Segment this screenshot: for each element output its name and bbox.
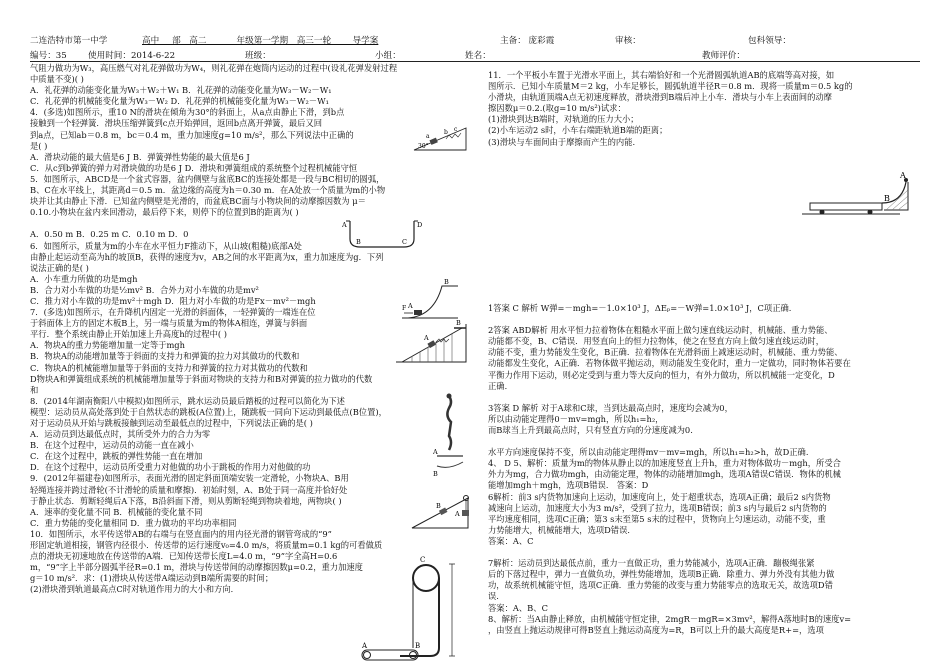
- doc-number: 编号：35: [30, 51, 67, 61]
- left-text-line: B．物块A的动能增加量等于斜面的支持力和弹簧的拉力对其做功的代数和: [30, 351, 300, 362]
- q6-label-f: F: [402, 305, 407, 312]
- left-text-line: A．速率的变化量不同 B．机械能的变化量不同: [30, 506, 203, 517]
- right-text-line: [488, 248, 920, 259]
- q5-figure: [342, 217, 422, 251]
- right-text-line: 动能不变，重力势能发生变化，B正确．拉着物体在光滑斜面上减速运动时，机械能、重力势能、: [488, 347, 843, 358]
- left-text-line: 点的滑块无初速地放在传送带的A端．已知传送带长度L=4.0 m，“9”字全高H=0.6: [30, 551, 338, 562]
- left-text-line: B、C在水平线上，其距离d＝0.5 m．盆边缘的高度为h＝0.30 m．在A处放一个质量为m的小物: [30, 185, 386, 196]
- right-text-line: 答案：A、B、C: [488, 602, 548, 613]
- name-field: 姓名：: [465, 51, 491, 61]
- left-text-line: 由静止起运动至高为h的坡顶B，获得的速度为v，AB之间的水平距离为x，重力加速度为g．下列: [30, 251, 384, 262]
- grade-title: 高中___部__高二_______年级第一学期__高三一轮_____导学案: [142, 36, 379, 46]
- left-text-line: A．0.50 m B．0.25 m C．0.10 m D．0: [30, 229, 189, 240]
- q5-label-b: B: [356, 238, 361, 246]
- left-text-line: 7．(多选)如图所示，在升降机内固定一光滑的斜面体，一轻弹簧的一端连在位: [30, 307, 316, 318]
- left-text-line: A．滑块动能的最大值是6 J B．弹簧弹性势能的最大值是6 J: [30, 151, 250, 162]
- use-date: 使用时间：2014-6-22: [88, 51, 176, 61]
- right-text-line: [488, 547, 920, 558]
- right-text-line: [488, 270, 920, 281]
- left-text-line: C．物块A的机械能增加量等于斜面的支持力和弹簧的拉力对其做功的代数和: [30, 362, 308, 373]
- left-text-line: 块并让其由静止下滑．已知盆内侧壁是光滑的，而盆底BC面与小物块间的动摩擦因数为 μ＝: [30, 196, 366, 207]
- left-text-line: 形固定轨道相接，钢管内径很小．传送带的运行速度v₀=4.0 m/s，将质量m=0.1 kg的可看做质: [30, 540, 383, 551]
- right-text-line: 而B球当上升到最高点时，只有竖直方向的分速度减为0.: [488, 425, 693, 435]
- left-text-line: A．物块A的重力势能增加量一定等于mgh: [30, 340, 185, 351]
- right-text-line: [488, 281, 920, 292]
- q7-figure: [392, 316, 470, 366]
- q6-label-b: B: [444, 278, 449, 286]
- school-name: 二连浩特市第一中学: [30, 36, 108, 46]
- right-text-line: [488, 392, 920, 403]
- right-text-line: (2)小车运动2 s时，小车右端距轨道B端的距离；: [488, 125, 668, 136]
- left-text-line: m，“9”字上半部分圆弧半径R=0.1 m，滑块与传送带间的动摩擦因数μ=0.2，重力加速度: [30, 562, 363, 573]
- left-text-line: g＝10 m/s²．求：(1)滑块从传送带A端运动到B端所需要的时间；: [30, 573, 274, 584]
- page-header: [30, 34, 920, 64]
- right-text-line: 后的下落过程中，弹力一直做负功，弹性势能增加，选项B正确．除重力、弹力外没有其他力做: [488, 569, 835, 580]
- right-text-line: [488, 259, 920, 270]
- right-text-line: 力势能增大，机械能增大，选项D错误．: [488, 524, 636, 535]
- q4-label-c: c: [454, 126, 458, 133]
- right-text-line: 7解析：运动员到达最低点前，重力一直做正功，重力势能减小，选项A正确．蹦极绳张紧: [488, 558, 815, 569]
- right-text-line: (3)滑块与车面间由于摩擦而产生的内能.: [488, 136, 636, 147]
- right-text-line: 动能都发生变化，A正确．若物体做平抛运动，则动能发生变化时，重力一定做功，同时物体若要在: [488, 358, 851, 369]
- class-field: 班级：: [245, 51, 271, 61]
- q4-label-a: a: [426, 133, 430, 140]
- right-text-line: 能增加mgh＋mgh，选项B错误． 答案：D: [488, 480, 649, 491]
- left-text-line: 10．如图所示，水平传送带AB的右端与在竖直面内的用内径光滑的钢管弯成的“9”: [30, 528, 332, 539]
- right-text-line: 图所示．已知小车质量M＝2 kg，小车足够长，圆弧轨道半径R＝0.8 m．现将一质量m＝0.5 kg的: [488, 81, 853, 92]
- left-text-line: B．合力对小车做的功是½mv² B．合外力对小车做的功是mv²: [30, 284, 259, 295]
- q8-figure: [433, 392, 467, 480]
- right-text-line: 外力为mg，合力做功mgh，由动能定理，物体的动能增加mgh，选项A错误C错误．物体的机械: [488, 469, 841, 480]
- q5-label-d: D: [417, 221, 422, 229]
- header-rule: [30, 61, 920, 62]
- right-text-line: 功，故系统机械能守恒，选项C正确．重力势能的改变与重力势能零点的选取无关，故选项D错: [488, 580, 833, 591]
- left-text-line: 9．(2012年福建卷)如图所示，表面光滑的固定斜面顶端安装一定滑轮，小物块A、B用: [30, 473, 349, 484]
- q10-label-a: A: [362, 642, 368, 650]
- right-text-line: 6解析：前3 s内货物加速向上运动，加速度向上，处于超重状态，选项A正确；最后2 s内货物: [488, 491, 831, 502]
- right-text-line: 误.: [488, 591, 499, 602]
- q11-label-b: B: [884, 194, 890, 203]
- left-text-line: C．礼花弹的机械能变化量为W₃－W₂ D．礼花弹的机械能变化量为W₃－W₂－W₁: [30, 96, 329, 107]
- right-text-line: 11．一个平板小车置于光滑水平面上，其右端恰好和一个光滑圆弧轨道AB的底端等高对接，如: [488, 70, 835, 80]
- left-text-line: 8．(2014年湖南衡阳八中模拟)如图所示，跳水运动员最后踏板的过程可以简化为下述: [30, 395, 345, 406]
- q6-label-a: A: [408, 302, 413, 310]
- left-text-line: C．重力势能的变化量相同 D．重力做功的平均功率相同: [30, 517, 237, 528]
- left-text-line: B．在这个过程中，运动员的动能一直在减小: [30, 440, 194, 451]
- right-text-line: 水平方向速度保持不变，所以由动能定理得mv－mv=mgh，所以h₁=h₂>h，故D正确.: [488, 447, 809, 458]
- left-text-line: 和: [30, 384, 39, 395]
- right-text-line: 2答案 ABD解析 用水平恒力拉着物体在粗糙水平面上做匀速直线运动时，机械能、重力势能、: [488, 325, 833, 336]
- left-text-line: D．在这个过程中，运动员所受重力对他做的功小于跳板的作用力对他做的功: [30, 462, 311, 473]
- leader: 包科领导：: [748, 36, 791, 46]
- left-text-line: C．推力对小车做的功是mv²＋mgh D．阻力对小车做的功是Fx－mv²－mgh: [30, 295, 316, 306]
- reviewer: 审核：: [615, 36, 641, 46]
- right-text-line: 答案：A、C: [488, 535, 534, 546]
- right-text-line: [488, 148, 920, 159]
- left-text-line: A．小车重力所做的功是mgh: [30, 273, 138, 284]
- q10-figure: [360, 552, 472, 664]
- q5-label-c: C: [402, 238, 407, 246]
- q4-angle: 30°: [418, 143, 429, 150]
- left-text-line: D物块A和弹簧组成系统的机械能增加量等于斜面对物块的支持力和B对弹簧的拉力做功的代数: [30, 373, 373, 384]
- right-text-line: 1答案 C 解析 W弹=－mgh=－1.0×10³ J，ΔEₚ=－W弹=1.0×10³ J，C项正确.: [488, 302, 792, 313]
- right-text-line: [488, 436, 920, 447]
- right-text-line: [488, 225, 920, 236]
- editor: 主备： 庞彩霞: [500, 36, 555, 46]
- left-text-line: A．运动员到达最低点时，其所受外力的合力为零: [30, 429, 211, 440]
- teacher-comment: 教师评价：: [702, 51, 745, 61]
- left-text-line: 中质量不变)( ): [30, 74, 84, 85]
- q4-label-b: b: [444, 129, 448, 136]
- q11-figure: [800, 170, 918, 222]
- right-text-line: [488, 314, 920, 325]
- right-text-line: 减速向上运动，加速度大小为3 m/s²，受到了拉力，选项B错误；前3 s内与最后2 s内货物的: [488, 502, 827, 513]
- right-text-line: 4、 D 5、解析：质量为m的物体从静止以的加速度竖直上升h，重力对物体做功－mgh，所受合: [488, 458, 841, 469]
- left-text-line: 6．如图所示，质量为m的小车在水平恒力F推动下，从山坡(粗糙)底部A处: [30, 240, 302, 251]
- group-field: 小组：: [375, 51, 401, 61]
- left-text-line: A．礼花弹的动能变化量为W₃＋W₂＋W₁ B．礼花弹的动能变化量为W₃－W₂－W₁: [30, 85, 332, 96]
- left-text-line: 轻绳连接并跨过滑轮(不计滑轮的质量和摩擦)．初始时刻，A、B处于同一高度并恰好处: [30, 484, 348, 495]
- right-text-line: 动能都不变，B、C错误．用竖直向上的恒力拉物体，使之在竖直方向上做匀速直线运动时，: [488, 336, 825, 347]
- right-text-line: 小滑块，由轨道顶端A点无初速度释放，滑块滑到B端后冲上小车．滑块与小车上表面间的动摩: [488, 92, 832, 103]
- right-text-line: 3答案 D 解析 对于A球和C球，当到达最高点时，速度均会减为0，: [488, 402, 733, 413]
- right-text-line: 平衡力作用下运动，则必定受到与重力等大反向的恒力，有外力做功，所以机械能一定变化，D: [488, 369, 835, 380]
- left-text-line: 5．如图所示，ABCD是一个盆式容器，盆内侧壁与盆底BC的连接处都是一段与BC相切的圆弧，: [30, 173, 385, 184]
- right-text-line: [488, 292, 920, 303]
- left-text-line: C．在这个过程中，跳板的弹性势能一直在增加: [30, 451, 203, 462]
- left-text-line: 平行．整个系统由静止开始加速上升高度h的过程中( ): [30, 329, 227, 340]
- q8-label-a: A: [433, 448, 438, 456]
- q7-label-b: B: [456, 319, 461, 327]
- q7-label-a: A: [424, 334, 429, 342]
- left-text-line: 于静止状态．剪断轻绳后A下落，B沿斜面下滑，则从剪断轻绳到物块着地，两物块( ): [30, 495, 342, 506]
- q9-figure: [410, 492, 470, 532]
- right-text-line: [488, 159, 920, 170]
- right-text-line: 正确．: [488, 380, 513, 391]
- q11-label-a: A: [900, 171, 906, 180]
- left-text-line: 接触到一个轻弹簧．滑块压缩弹簧到c点开始弹回，返回b点离开弹簧，最后又回: [30, 118, 323, 129]
- q9-label-a: A: [455, 510, 460, 518]
- left-text-line: 是( ): [30, 140, 48, 151]
- right-text-line: 平均速度相同，选项C正确；第3 s末至第5 s末的过程中，货物向上匀速运动，动能不变，重: [488, 513, 826, 524]
- q10-label-b: B: [415, 642, 421, 650]
- q4-figure: [412, 122, 468, 152]
- left-text-line: 到a点，已知ab＝0.8 m，bc＝0.4 m，重力加速度g=10 m/s²，那么下列说法中正确的: [30, 129, 354, 140]
- left-text-line: 说法正确的是( ): [30, 262, 89, 273]
- left-text-line: 于斜面体上方的固定木板B上，另一端与质量为m的物体A相连，弹簧与斜面: [30, 318, 308, 329]
- right-text-line: (1)滑块到达B端时，对轨道的压力大小；: [488, 114, 639, 125]
- left-text-line: 气阻力做功为W₃，高压燃气对礼花弹做功为W₄，则礼花弹在炮筒内运动的过程中(设礼花弹发射过程: [30, 63, 398, 73]
- left-text-line: 0.10.小物块在盆内来回滑动，最后停下来，则停下的位置到B的距离为( ): [30, 207, 299, 218]
- left-text-line: C．从c到b弹簧的弹力对滑块做的功是6 J D．滑块和弹簧组成的系统整个过程机械能守恒: [30, 162, 358, 173]
- right-text-line: ，由竖直上抛运动规律可得B竖直上抛运动高度为=R，B可以上升的最大高度是R+=，选项: [488, 624, 824, 635]
- q8-label-b: B: [433, 470, 438, 478]
- left-text-line: 4．(多选)如图所示，重10 N的滑块在倾角为30°的斜面上，从a点由静止下滑，到b点: [30, 107, 345, 118]
- q5-label-a: A: [342, 221, 347, 229]
- right-text-line: 所以由动能定理得0－mv=mgh，所以h₁=h₂，: [488, 413, 664, 424]
- left-text-line: 模型：运动员从高处落到处于自然状态的跳板(A位置)上，随跳板一同向下运动到最低点(B位置)，: [30, 406, 387, 417]
- left-text-line: (2)滑块滑到轨道最高点C时对轨道作用力的大小和方向．: [30, 584, 239, 595]
- q10-label-c: C: [420, 556, 426, 564]
- right-text-line: 擦因数μ＝0.2.(取g=10 m/s²)试求：: [488, 103, 626, 114]
- right-text-line: 8、解析：当A由静止释放，由机械能守恒定律，2mgR－mgR=×3mv²，解得A落地时B的速度v=: [488, 613, 852, 624]
- q9-label-b: B: [436, 502, 441, 510]
- left-text-line: 对于运动员从开始与跳板接触到运动至最低点的过程中，下列说法正确的是( ): [30, 418, 313, 428]
- right-text-line: [488, 236, 920, 247]
- right-column: [488, 70, 920, 636]
